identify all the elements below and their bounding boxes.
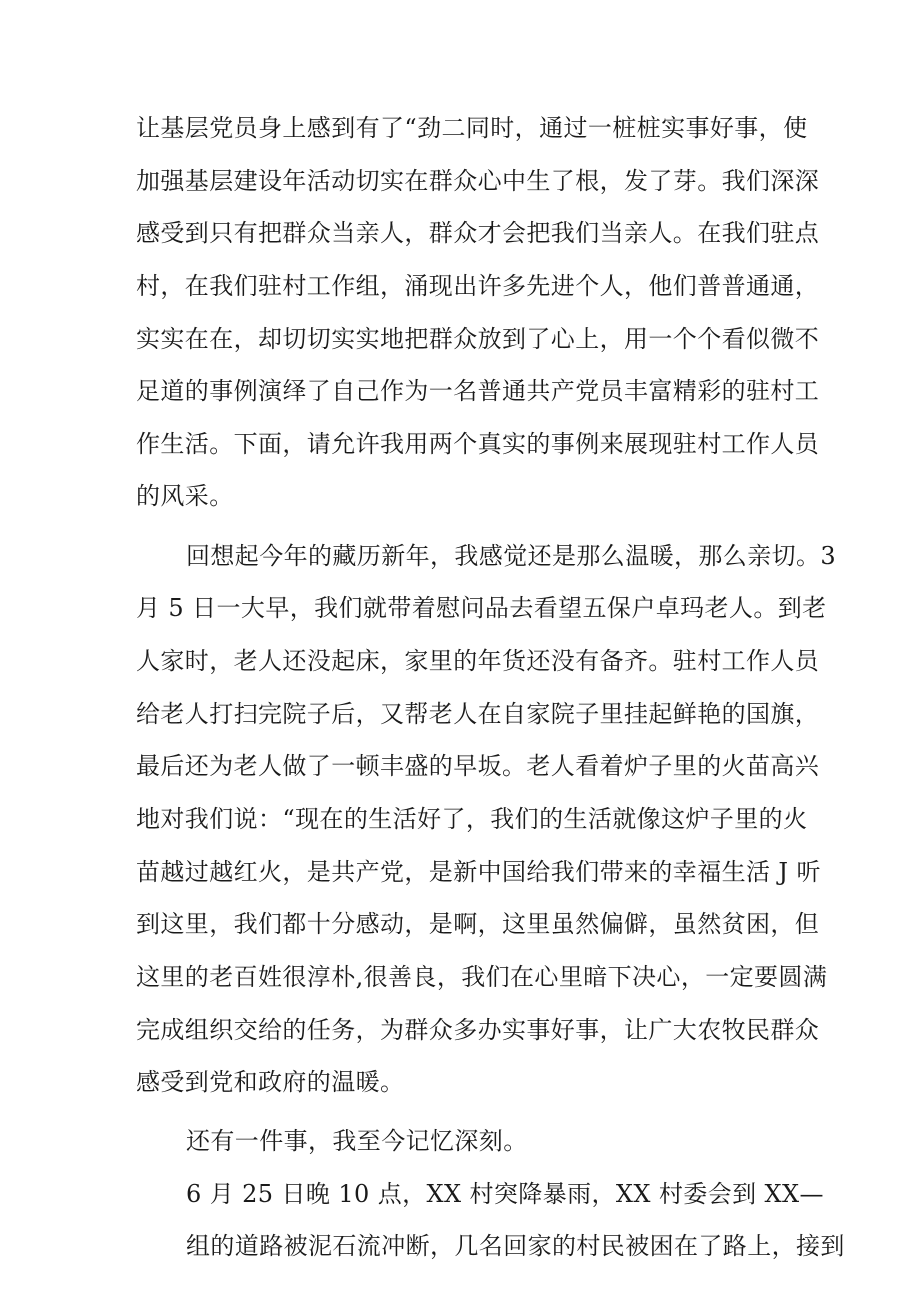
text-line: 加强基层建设年活动切实在群众心中生了根，发了芽。我们深深 [136, 166, 820, 195]
text-line: 村，在我们驻村工作组，涌现出许多先进个人，他们普普通通， [136, 271, 820, 300]
text-line: 组的道路被泥石流冲断，几名回家的村民被困在了路上，接到 [186, 1232, 845, 1260]
text-line: 6 月 25 日晚 10 点，XX 村突降暴雨，XX 村委会到 XX— [186, 1180, 824, 1209]
text-line: 作生活。下面，请允许我用两个真实的事例来展现驻村工作人员 [136, 429, 820, 458]
text-line: 完成组织交给的任务，为群众多办实事好事，让广大农牧民群众 [136, 1015, 820, 1044]
text-line: 月 5 日一大早，我们就带着慰问品去看望五保户卓玛老人。到老 [136, 594, 827, 623]
text-line: 感受到只有把群众当亲人，群众才会把我们当亲人。在我们驻点 [136, 218, 820, 247]
text-line: 到这里，我们都十分感动，是啊，这里虽然偏僻，虽然贫困，但 [136, 909, 820, 938]
text-line: 地对我们说：“现在的生活好了，我们的生活就像这炉子里的火 [136, 804, 808, 833]
text-line: 给老人打扫完院子后，又帮老人在自家院子里挂起鲜艳的国旗， [136, 699, 820, 728]
text-line: 实实在在，却切切实实地把群众放到了心上，用一个个看似微不 [136, 324, 820, 353]
text-line: 这里的老百姓很淳朴,很善良，我们在心里暗下决心，一定要圆满 [136, 962, 828, 991]
text-line: 回想起今年的藏历新年，我感觉还是那么温暖，那么亲切。3 [186, 542, 837, 571]
text-line: 还有一件事，我至今记忆深刻。 [186, 1127, 528, 1156]
text-line: 足道的事例演绎了自己作为一名普通共产党员丰富精彩的驻村工 [136, 376, 820, 405]
text-line: 感受到党和政府的温暖。 [136, 1067, 405, 1096]
text-line: 苗越过越红火，是共产党，是新中国给我们带来的幸福生活 J 听 [136, 857, 821, 886]
text-line: 人家时，老人还没起床，家里的年货还没有备齐。驻村工作人员 [136, 647, 820, 675]
text-line: 最后还为老人做了一顿丰盛的早坂。老人看着炉子里的火苗高兴 [136, 751, 820, 780]
text-line: 的风采。 [136, 481, 234, 510]
text-line: 让基层党员身上感到有了“劲二同时，通过一桩桩实事好事，使 [136, 114, 808, 142]
